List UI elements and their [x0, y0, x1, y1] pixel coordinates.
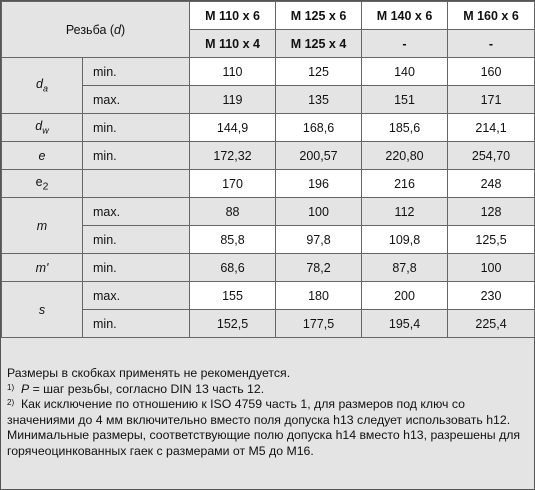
value-cell: 151 — [362, 86, 448, 114]
value-cell: 225,4 — [448, 310, 535, 338]
value-cell: 170 — [190, 170, 276, 198]
header-cell: M 140 x 6 — [362, 2, 448, 30]
value-cell: 216 — [362, 170, 448, 198]
value-cell: 155 — [190, 282, 276, 310]
limit-cell: min. — [83, 310, 190, 338]
value-cell: 196 — [276, 170, 362, 198]
value-cell: 135 — [276, 86, 362, 114]
value-cell: 97,8 — [276, 226, 362, 254]
limit-cell: max. — [83, 198, 190, 226]
limit-cell: min. — [83, 142, 190, 170]
header-cell: M 125 x 6 — [276, 2, 362, 30]
value-cell: 87,8 — [362, 254, 448, 282]
limit-cell — [83, 170, 190, 198]
value-cell: 119 — [190, 86, 276, 114]
footnote-1-mark: 1) — [7, 382, 15, 392]
value-cell: 171 — [448, 86, 535, 114]
symbol-cell: m — [2, 198, 83, 254]
value-cell: 185,6 — [362, 114, 448, 142]
symbol-subscript: w — [42, 125, 49, 136]
value-cell: 110 — [190, 58, 276, 86]
header-cell: - — [448, 30, 535, 58]
value-cell: 195,4 — [362, 310, 448, 338]
value-cell: 88 — [190, 198, 276, 226]
value-cell: 68,6 — [190, 254, 276, 282]
value-cell: 200 — [362, 282, 448, 310]
value-cell: 177,5 — [276, 310, 362, 338]
value-cell: 168,6 — [276, 114, 362, 142]
limit-cell: max. — [83, 86, 190, 114]
value-cell: 140 — [362, 58, 448, 86]
value-cell: 214,1 — [448, 114, 535, 142]
symbol-cell — [2, 58, 83, 114]
value-cell: 220,80 — [362, 142, 448, 170]
value-cell: 254,70 — [448, 142, 535, 170]
table-row — [2, 282, 535, 310]
table-row — [2, 114, 535, 142]
header-cell: - — [362, 30, 448, 58]
footnote-1 — [7, 382, 529, 398]
symbol-cell — [2, 114, 83, 142]
symbol-cell — [2, 170, 83, 198]
value-cell: 100 — [276, 198, 362, 226]
value-cell: 112 — [362, 198, 448, 226]
limit-cell: min. — [83, 58, 190, 86]
value-cell: 125 — [276, 58, 362, 86]
header-cell: M 110 x 6 — [190, 2, 276, 30]
header-cell: M 125 x 4 — [276, 30, 362, 58]
table-row — [2, 58, 535, 86]
value-cell: 85,8 — [190, 226, 276, 254]
thread-label-close: ) — [120, 22, 126, 37]
symbol: d — [35, 119, 43, 134]
value-cell: 144,9 — [190, 114, 276, 142]
header-cell: M 110 x 4 — [190, 30, 276, 58]
limit-cell: max. — [83, 282, 190, 310]
table-row — [2, 142, 535, 170]
value-cell: 100 — [448, 254, 535, 282]
value-cell: 172,32 — [190, 142, 276, 170]
value-cell: 200,57 — [276, 142, 362, 170]
value-cell: 109,8 — [362, 226, 448, 254]
table-row — [2, 254, 535, 282]
limit-cell: min. — [83, 254, 190, 282]
symbol-subscript: 2 — [42, 181, 49, 193]
footnotes — [7, 366, 529, 459]
symbol-cell: e — [2, 142, 83, 170]
symbol: e — [35, 174, 43, 189]
value-cell: 180 — [276, 282, 362, 310]
value-cell: 160 — [448, 58, 535, 86]
value-cell: 152,5 — [190, 310, 276, 338]
symbol-cell: s — [2, 282, 83, 338]
table-row — [2, 170, 535, 198]
footnote-2-mark: 2) — [7, 398, 15, 407]
header-row-1 — [2, 2, 535, 30]
limit-cell: min. — [83, 226, 190, 254]
value-cell: 248 — [448, 170, 535, 198]
value-cell: 125,5 — [448, 226, 535, 254]
value-cell: 78,2 — [276, 254, 362, 282]
symbol: d — [36, 77, 43, 92]
thread-label: Резьба ( — [65, 22, 115, 37]
footnote-2 — [7, 397, 529, 459]
value-cell: 230 — [448, 282, 535, 310]
value-cell: 128 — [448, 198, 535, 226]
symbol-cell: m' — [2, 254, 83, 282]
footnote-general: Размеры в скобках применять не рекомендуется. — [7, 366, 291, 380]
table-row — [2, 198, 535, 226]
header-cell: M 160 x 6 — [448, 2, 535, 30]
nut-dimensions-table — [1, 1, 535, 338]
footnote-1-text: = шаг резьбы, согласно DIN 13 часть 12. — [29, 381, 265, 396]
footnote-2-text: Как исключение по отношению к ISO 4759 часть 1, для размеров под ключ со значениями до 4 мм включительно вместо поля допуска h13 следует использовать h12. Минимальные размеры, соответствующие полю допуска h14 вместо h13, разрешены для горячеоцинкованных гаек с размерами от M5 до M16. — [7, 397, 521, 458]
thread-label-cell — [2, 2, 190, 58]
footnote-1-symbol: P — [20, 381, 30, 396]
limit-cell: min. — [83, 114, 190, 142]
thread-symbol: d — [114, 22, 121, 37]
symbol-subscript: a — [42, 83, 48, 94]
